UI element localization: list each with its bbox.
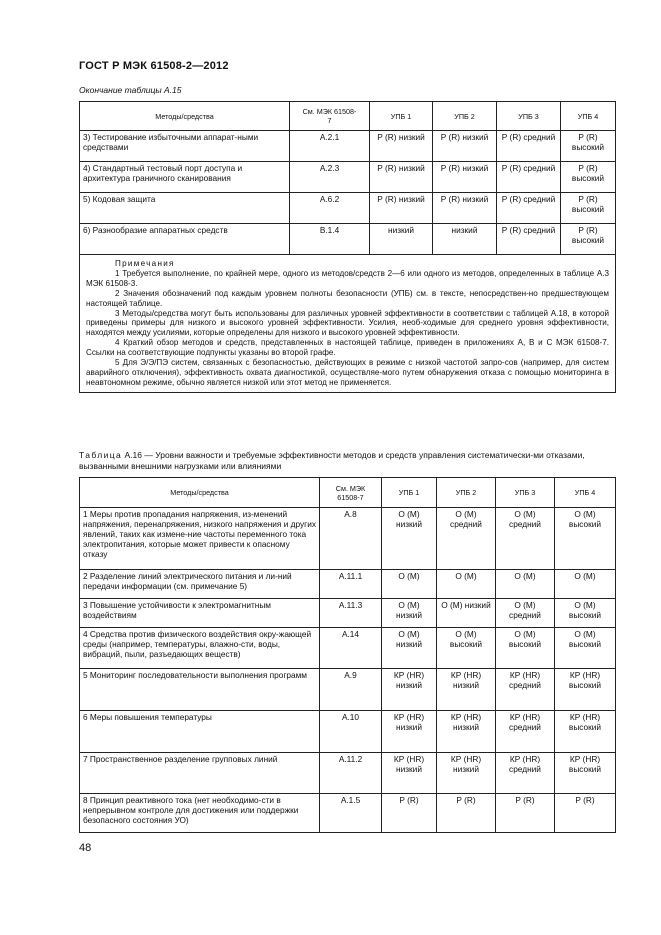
method-cell: 4) Стандартный тестовый порт доступа и архитектура граничного сканирования <box>80 162 290 193</box>
sil-cell: КР (HR) средний <box>496 711 555 753</box>
sil-cell: О (М) низкий <box>437 599 496 628</box>
method-cell: 3) Тестирование избыточными аппарат-ными средствами <box>80 131 290 162</box>
note-item: 4 Краткий обзор методов и средств, представленных в настоящей таблице, приведен в приложениях А, В и С МЭК 61508-7. Ссылки на соответствующие подпункты указаны во второй графе. <box>86 338 609 358</box>
page-number: 48 <box>79 842 92 854</box>
method-cell: 8 Принцип реактивного тока (нет необходимо-сти в непрерывном контроле для достижения или поддержки безопасного состояния УО) <box>80 794 320 833</box>
document-title: ГОСТ Р МЭК 61508-2—2012 <box>79 60 229 72</box>
reference-cell: А.1.5 <box>320 794 382 833</box>
sil-cell: О (М) средний <box>496 508 555 570</box>
sil-cell: КР (HR) низкий <box>382 711 437 753</box>
sil-cell: КР (HR) высокий <box>555 669 616 711</box>
sil-cell: Р (R) <box>437 794 496 833</box>
sil-cell: О (М) высокий <box>437 628 496 669</box>
sil-cell: О (М) средний <box>496 599 555 628</box>
table-row <box>80 570 616 599</box>
note-item: 3 Методы/средства могут быть использованы для различных уровней эффективности в соответствии с таблицей А.18, в которой приведены примеры для низкого и высокого уровней эффективности. Усилия, необ-ходимые для среднего уровня эффективности, находятся между усилиями, которые определены для низкого и высокого уровней эффективности. <box>86 308 609 338</box>
column-header: Методы/средства <box>80 478 320 508</box>
sil-cell: О (М) высокий <box>555 508 616 570</box>
sil-cell: Р (R) средний <box>497 224 561 255</box>
sil-cell: КР (HR) низкий <box>382 669 437 711</box>
sil-cell: О (М) средний <box>437 508 496 570</box>
column-header: УПБ 2 <box>437 478 496 508</box>
table-row <box>80 753 616 794</box>
table-row <box>80 669 616 711</box>
table-row <box>80 711 616 753</box>
sil-cell: КР (HR) низкий <box>437 753 496 794</box>
reference-cell: А.14 <box>320 628 382 669</box>
table-a15-caption: Окончание таблицы А.15 <box>79 85 182 95</box>
column-header: УПБ 3 <box>497 102 561 131</box>
sil-cell: Р (R) высокий <box>561 162 616 193</box>
reference-cell: А.2.1 <box>290 131 370 162</box>
table-header-row <box>80 102 616 131</box>
table-row <box>80 599 616 628</box>
table-a15 <box>79 101 616 393</box>
sil-cell: Р (R) низкий <box>433 131 497 162</box>
notes-row <box>80 255 616 393</box>
reference-cell: А.9 <box>320 669 382 711</box>
sil-cell: О (М) низкий <box>382 508 437 570</box>
reference-cell: В.1.4 <box>290 224 370 255</box>
notes-heading: Примечания <box>115 259 175 268</box>
column-header: Методы/средства <box>80 102 290 131</box>
sil-cell: низкий <box>433 224 497 255</box>
sil-cell: О (М) высокий <box>496 628 555 669</box>
reference-cell: А.11.3 <box>320 599 382 628</box>
table-row <box>80 508 616 570</box>
sil-cell: О (М) высокий <box>555 628 616 669</box>
reference-cell: А.10 <box>320 711 382 753</box>
method-cell: 1 Меры против пропадания напряжения, из-менений напряжения, перенапряжения, низкого напряжения и других явлений, таких как измене-ние частоты переменного тока электропитания, которые может привести к опасному отказу <box>80 508 320 570</box>
method-cell: 6 Меры повышения температуры <box>80 711 320 753</box>
sil-cell: КР (HR) высокий <box>555 711 616 753</box>
reference-cell: А.11.1 <box>320 570 382 599</box>
sil-cell: О (М) <box>496 570 555 599</box>
column-header: УПБ 4 <box>561 102 616 131</box>
sil-cell: О (М) высокий <box>555 599 616 628</box>
sil-cell: Р (R) высокий <box>561 193 616 224</box>
caption-text: А.16 — Уровни важности и требуемые эффективности методов и средств управления систематически-ми отказами, вызванными внешними нагрузками или влияниями <box>79 450 585 471</box>
sil-cell: Р (R) <box>555 794 616 833</box>
column-header: УПБ 2 <box>433 102 497 131</box>
sil-cell: Р (R) низкий <box>370 131 433 162</box>
table-a16-caption <box>79 450 619 471</box>
table-row <box>80 224 616 255</box>
sil-cell: О (М) низкий <box>382 599 437 628</box>
notes-cell <box>80 255 616 393</box>
note-item: 2 Значения обозначений под каждым уровнем полноты безопасности (УПБ) см. в тексте, непосредствен-но предшествующем настоящей таблице. <box>86 288 609 308</box>
sil-cell: Р (R) <box>496 794 555 833</box>
method-cell: 7 Пространственное разделение групповых линий <box>80 753 320 794</box>
column-header: См. МЭК 61508-7 <box>290 102 370 131</box>
sil-cell: Р (R) средний <box>497 131 561 162</box>
sil-cell: КР (HR) средний <box>496 753 555 794</box>
table-a16 <box>79 477 616 833</box>
column-header: УПБ 3 <box>496 478 555 508</box>
sil-cell: Р (R) низкий <box>370 193 433 224</box>
sil-cell: Р (R) средний <box>497 162 561 193</box>
method-cell: 5) Кодовая защита <box>80 193 290 224</box>
method-cell: 6) Разнообразие аппаратных средств <box>80 224 290 255</box>
method-cell: 2 Разделение линий электрического питания и ли-ний передачи информации (см. примечание 5) <box>80 570 320 599</box>
sil-cell: низкий <box>370 224 433 255</box>
table-row <box>80 628 616 669</box>
caption-label: Таблица <box>79 450 123 460</box>
sil-cell: Р (R) низкий <box>433 162 497 193</box>
sil-cell: О (М) <box>555 570 616 599</box>
sil-cell: КР (HR) средний <box>496 669 555 711</box>
sil-cell: О (М) <box>437 570 496 599</box>
table-row <box>80 794 616 833</box>
reference-cell: А.2.3 <box>290 162 370 193</box>
table-header-row <box>80 478 616 508</box>
method-cell: 5 Мониторинг последовательности выполнения программ <box>80 669 320 711</box>
sil-cell: Р (R) <box>382 794 437 833</box>
column-header: См. МЭК 61508-7 <box>320 478 382 508</box>
column-header: УПБ 1 <box>382 478 437 508</box>
reference-cell: А.11.2 <box>320 753 382 794</box>
column-header: УПБ 4 <box>555 478 616 508</box>
sil-cell: КР (HR) низкий <box>437 711 496 753</box>
note-item: 1 Требуется выполнение, по крайней мере, одного из методов/средств 2—6 или одного из методов, определенных в таблице А.3 МЭК 61508-3. <box>86 268 609 288</box>
method-cell: 3 Повышение устойчивости к электромагнитным воздействиям <box>80 599 320 628</box>
sil-cell: Р (R) низкий <box>433 193 497 224</box>
sil-cell: О (М) <box>382 570 437 599</box>
sil-cell: Р (R) высокий <box>561 224 616 255</box>
table-row <box>80 193 616 224</box>
sil-cell: КР (HR) низкий <box>437 669 496 711</box>
sil-cell: КР (HR) низкий <box>382 753 437 794</box>
sil-cell: КР (HR) высокий <box>555 753 616 794</box>
sil-cell: Р (R) средний <box>497 193 561 224</box>
table-row <box>80 131 616 162</box>
note-item: 5 Для Э/Э/ПЭ систем, связанных с безопасностью, действующих в режиме с низкой частотой запро-сов (например, для систем аварийного отключения), эффективность охвата диагностикой, осуществляе-мого путем обнаружения отказа с помощью мониторинга в неавтономном режиме, обычно является низкой или этот метод не применяется. <box>86 358 609 387</box>
table-row <box>80 162 616 193</box>
method-cell: 4 Средства против физического воздействия окру-жающей среды (например, температуры, влажно-сти, воды, вибраций, пыли, разъедающих веществ) <box>80 628 320 669</box>
sil-cell: Р (R) высокий <box>561 131 616 162</box>
reference-cell: А.8 <box>320 508 382 570</box>
sil-cell: Р (R) низкий <box>370 162 433 193</box>
reference-cell: А.6.2 <box>290 193 370 224</box>
sil-cell: О (М) низкий <box>382 628 437 669</box>
column-header: УПБ 1 <box>370 102 433 131</box>
